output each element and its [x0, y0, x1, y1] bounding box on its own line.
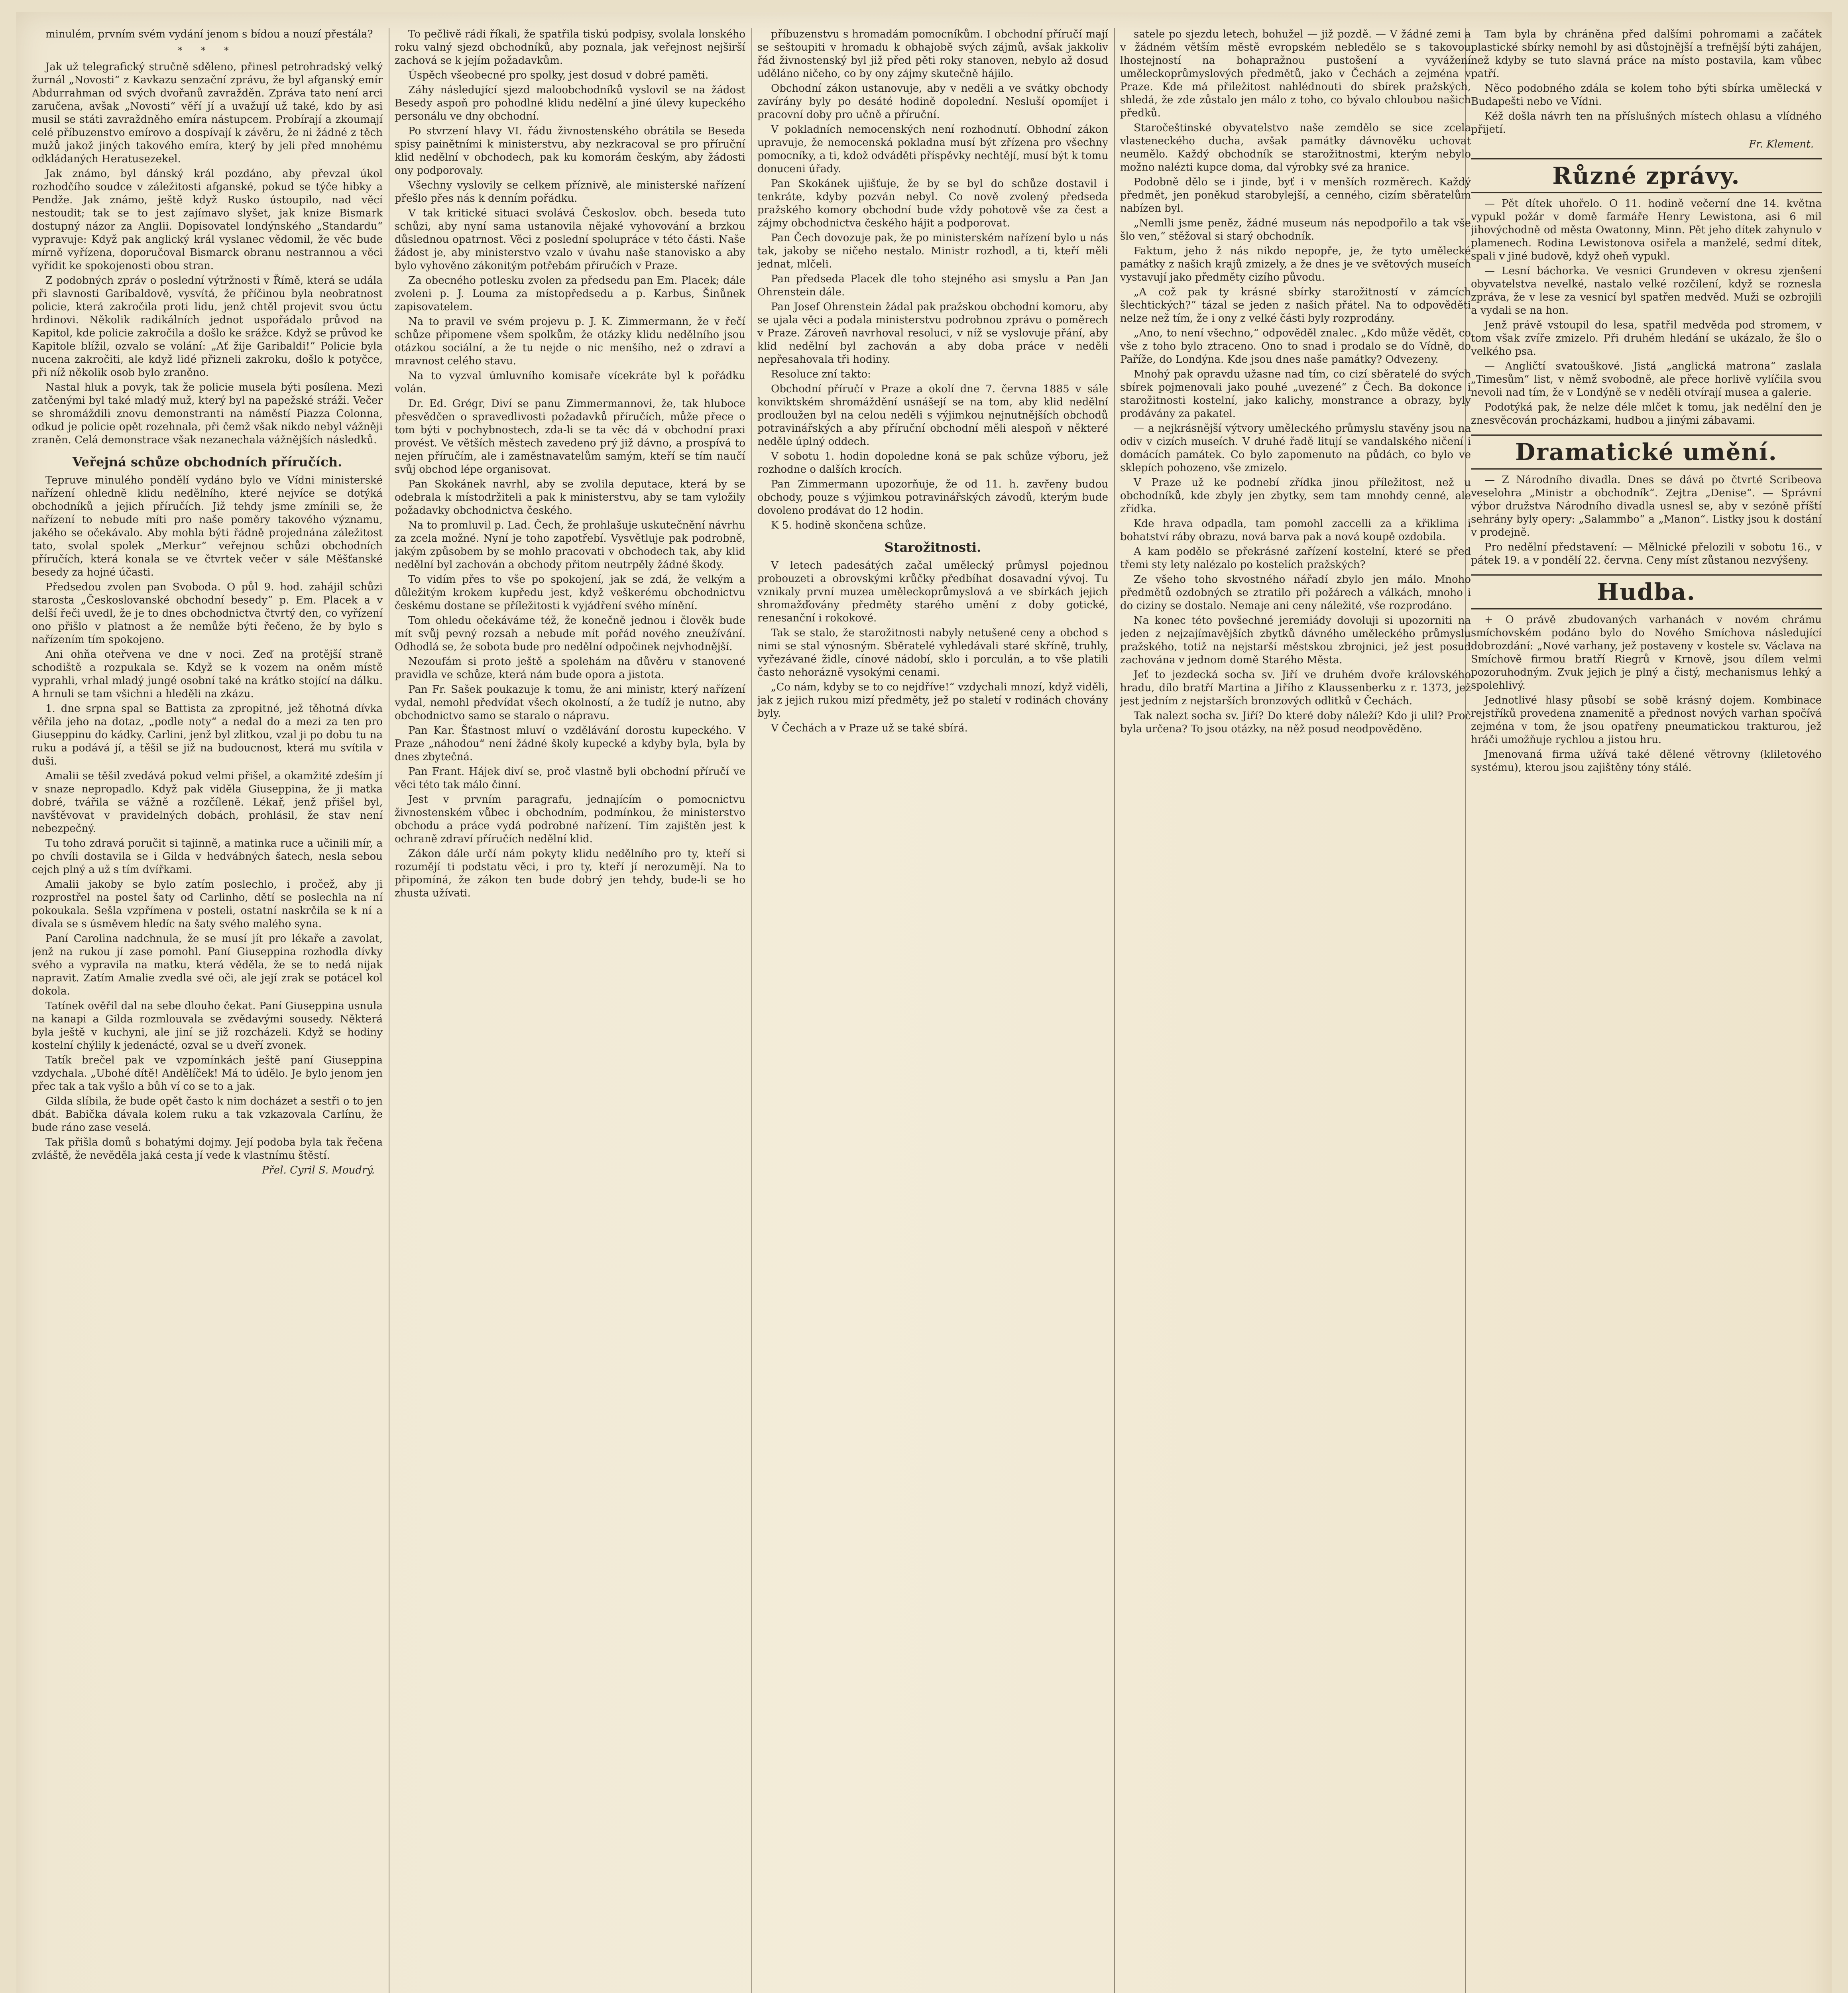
article-paragraph: Záhy následující sjezd maloobchodníků vyslovil se na žádost Besedy aspoň pro pohodlné klidu nedělní a jiné úlevy kupeckého personálu ve dny obchodní.: [395, 84, 745, 122]
article-paragraph: Předsedou zvolen pan Svoboda. O půl 9. hod. zahájil schůzi starosta „Českoslovanské obchodní besedy“ p. Em. Placek a v delší řeči uvedl, že je to dnes obchodnictva čtvrtý den, co vyřízení ono přišlo v platnost a že nemůže býti řečeno, že by bylo s nařízením tím spokojeno.: [32, 581, 383, 646]
article-paragraph: Mnohý pak opravdu užasne nad tím, co cizí sběratelé do svých sbírek pojmenovali jako pouhé „uvezené“ z Čech. Ba dokonce i starožitnosti kostelní, jako kalichy, monstrance a obrazy, byly prodávány za pakatel.: [1120, 368, 1471, 420]
article-paragraph: V Praze už ke podnebí zřídka jinou příležitost, než u obchodníků, kde zbyly jen zbytky, sem tam mnohdy cenné, ale zřídka.: [1120, 477, 1471, 515]
article-paragraph: Na to vyzval úmluvního komisaře vícekráte byl k pořádku volán.: [395, 370, 745, 395]
article-paragraph: Pro nedělní představení: — Mělnické přelozili v sobotu 16., v pátek 19. a v pondělí 22. června. Ceny míst zůstanou nezvýšeny.: [1471, 541, 1822, 566]
article-paragraph: Na to promluvil p. Lad. Čech, že prohlašuje uskutečnění návrhu za zcela možné. Nyní je toho zapotřebí. Vysvětluje pak podrobně, jakým způsobem by se mohlo pracovati v obchodech tak, aby klid nedělní byl zachován a obchody přitom neutrpěly žádné škody.: [395, 519, 745, 571]
article-paragraph: — Pět dítek uhořelo. O 11. hodině večerní dne 14. května vypukl požár v domě farmáře Henry Lewistona, asi 6 mil jihovýchodně od města Owatonny, Minn. Pět jeho dítek zahynulo v plamenech. Rodina Lewistonova osiřela a manželé, sedmí dítek, spali v jiné budově, když oheň vypukl.: [1471, 198, 1822, 262]
article-paragraph: K 5. hodině skončena schůze.: [771, 519, 926, 531]
article-paragraph: Paní Carolina nadchnula, že se musí jít pro lékaře a zavolat, jenž na rukou jí zase pomohl. Paní Giuseppina rozhodla dívky svého a vypravila na matku, která věděla, že se to nedá nijak napravit. Zatím Amalie zvedla své oči, ale její zrak se potácel kol dokola.: [32, 933, 383, 997]
article-paragraph: Jednotlivé hlasy působí se sobě krásný dojem. Kombinace rejstříků provedena znamenitě a přednost nových varhan spočívá zejména v tom, že jsou opatřeny pneumatickou trakturou, jež hráči umožňuje rychlou a jistou hru.: [1471, 694, 1822, 746]
article-paragraph: Staročeštinské obyvatelstvo naše zemdělo se sice zcela vlasteneckého ducha, avšak památky dávnověku uchovat neumělo. Každý obchodník se starožitnostmi, kterým nebylo možno nalézti kupce doma, dal výrobky své za hranice.: [1120, 122, 1471, 173]
article-paragraph: Něco podobného zdála se kolem toho býti sbírka umělecká v Budapešti nebo ve Vídni.: [1471, 83, 1822, 108]
section-heading: Starožitnosti.: [884, 540, 981, 555]
section-heading: Různé zprávy.: [1471, 158, 1822, 193]
article-paragraph: Gilda slíbila, že bude opět často k nim docházet a sestři o to jen dbát. Babička dávala kolem ruku a tak vzkazovala Carlínu, že bude ráno zase veselá.: [32, 1095, 383, 1134]
article-paragraph: V letech padesátých začal umělecký průmysl pojednou probouzeti a obrovskými krůčky předbíhat dosavadní vývoj. Tu vznikaly první muzea uměleckoprůmyslová a ve sbírkách jejich shromažďovány předměty starého umění z doby gotické, renesanční i rokokové.: [757, 560, 1108, 624]
article-paragraph: Obchodní příručí v Praze a okolí dne 7. června 1885 v sále konviktském shromáždění usnášejí se na tom, aby klid nedělní prodloužen byl na celou neděli s výjimkou nejnutnějších obchodů potravinářských a aby příruční obchodní měli alespoň v některé neděle úplný oddech.: [757, 383, 1108, 448]
article-paragraph: Pan Fr. Sašek poukazuje k tomu, že ani ministr, který nařízení vydal, nemohl předvídat všech okolností, a že tudíž je nutno, aby obchodnictvo samo se staralo o nápravu.: [395, 684, 745, 722]
article-paragraph: „Nemlli jsme peněz, žádné museum nás nepodpořilo a tak vše šlo ven,“ stěžoval si starý obchodník.: [1120, 217, 1471, 242]
section-separator: * * *: [178, 46, 237, 56]
article-paragraph: Tak se stalo, že starožitnosti nabyly netušené ceny a obchod s nimi se stal výnosným. Sběratelé vyhledávali staré skříně, truhly, vyřezávané židle, cínové nádobí, sklo i porculán, a to vše platili často nehorázně vysokými cenami.: [757, 627, 1108, 678]
text-column-1: [32, 28, 383, 1993]
article-paragraph: — a nejkrásnější výtvory uměleckého průmyslu stavěny jsou na odiv v cizích museích. V druhé řadě litují se vandalského ničení i domácích památek. Co bylo zapomenuto na půdách, co bylo ve sklepích pohozeno, vše zmizelo.: [1120, 423, 1471, 474]
article-paragraph: Jest v prvním paragrafu, jednajícím o pomocnictvu živnostenském vůbec i obchodním, podmínkou, že ministerstvo obchodu a práce vydá podrobné nařízení. Tím zajištěn jest k ochraně zdraví příručích nedělní klid.: [395, 794, 745, 845]
article-paragraph: příbuzenstvu s hromadám pomocníkům. I obchodní příručí mají se seštoupiti v hromadu k obhajobě svých zájmů, avšak jakkoliv řád živnostenský byl již před pěti roky stanoven, nebylo až dosud uděláno ničeho, co by ony zájmy skutečně hájilo.: [757, 28, 1108, 80]
article-paragraph: — Lesní báchorka. Ve vesnici Grundeven v okresu zjenšení obyvatelstva nevelké, nastalo velké rozčilení, když se roznesla zpráva, že v lese za vesnicí byl spatřen medvěd. Muži se ozbrojili a vydali se na hon.: [1471, 265, 1822, 316]
author-signature: Přel. Cyril S. Moudrý.: [261, 1164, 375, 1176]
article-paragraph: Pan Frant. Hájek diví se, proč vlastně byli obchodní příručí ve věci této tak málo činní.: [395, 766, 745, 791]
article-paragraph: Zákon dále určí nám pokyty klidu nedělního pro ty, kteří si rozumějí ti podstatu věci, i pro ty, kteří jí nerozumějí. Na to připomíná, že zákon ten bude dobrý jen tehdy, bude-li se ho zhusta užívati.: [395, 848, 745, 899]
article-paragraph: Resoluce zní takto:: [771, 368, 871, 380]
article-paragraph: Pan Skokánek ujišťuje, že by se byl do schůze dostavil i tenkráte, kdyby pozván nebyl. Co nově zvolený předseda pražského komory obchodní bude vždy pohotově vše za čest a zájmy obchodnictva českého hájit a podporovat.: [757, 178, 1108, 229]
column-divider: [751, 28, 752, 1993]
article-paragraph: Jak známo, byl dánský král pozdáno, aby převzal úkol rozhodčího soudce v záležitosti afganské, pokud se týče hibky a Pendže. Jak známo, ještě když Rusko ústoupilo, nad věcí nestoudit; tak se to jest zajímavo slyšet, jak knize Bismark dostupný názor za Anglii. Dopisovatel londýnského „Standardu“ vypravuje: Když pak anglický král vyslanec vědomil, že věc bude mírně vyřízena, doporučoval Bismarck obranu nestrannou a věci vyřídit ke spokojenosti obou stran.: [32, 168, 383, 272]
article-paragraph: Ze všeho toho skvostného nářadí zbylo jen málo. Mnoho předmětů ozdobných se ztratilo při požárech a válkách, mnoho i do ciziny se dostalo. Nemaje ani ceny náležité, vše rozprodáno.: [1120, 574, 1471, 612]
article-paragraph: Nastal hluk a povyk, tak že policie musela býti posílena. Mezi zatčenými byl také mladý muž, který byl na papežské stráži. Večer se shromáždili znovu demonstranti na náměstí Piazza Colonna, odkud je policie opět rozehnala, při čemž však nikdo nebyl vážněji zraněn. Celá demonstrace však nezanechala vážnějších následků.: [32, 381, 383, 446]
article-paragraph: Amalii se těšil zvedává pokud velmi přišel, a okamžité zdeším jí v snaze nepropadlo. Když pak viděla Giuseppina, že ji matka dobré, tvářila se vážně a rozčíleně. Lékař, jenž přišel byl, navštěvovat v pravidelných dobách, prohlásil, že stav není nebezpečný.: [32, 770, 383, 835]
article-paragraph: To pečlivě rádi říkali, že spatřila tiskú podpisy, svolala lonského roku valný sjezd obchodníků, aby poznala, jak veřejnost nejširší zachová se k jejím požadavkům.: [395, 28, 745, 67]
article-paragraph: A kam podělo se překrásné zařízení kostelní, které se před třemi sty lety nalézalo po kostelích pražských?: [1120, 546, 1471, 571]
article-paragraph: Tatík brečel pak ve vzpomínkách ještě paní Giuseppina vzdychala. „Ubohé dítě! Andělíček! Má to údělo. Je bylo jenom jen přec tak a tak vyšlo a bůh ví co se to a jak.: [32, 1054, 383, 1093]
article-paragraph: Nezoufám si proto ještě a spolehám na důvěru v stanovené pravidla ve schůze, která nám bude opora a jistota.: [395, 656, 745, 681]
article-paragraph: Tom ohledu očekáváme též, že konečně jednou i člověk bude mít svůj pevný rozsah a nebude mít pořád nového zneužívání. Odhodlá se, že sobota bude pro nedělní odpočinek nejvhodnější.: [395, 615, 745, 653]
section-heading: Dramatické umění.: [1471, 434, 1822, 470]
article-paragraph: Tak přišla domů s bohatými dojmy. Její podoba byla tak řečena zvláště, že nevěděla jaká cesta jí vede k vlastnímu štěstí.: [32, 1136, 383, 1162]
article-paragraph: satele po sjezdu letech, bohužel — již pozdě. — V žádné zemi a v žádném větším městě evropském nebledělo se s takovou lhostejností na bohapražnou pustošení a vyvážení uměleckoprůmyslových předmětů, jako v Čechách a zejména v Praze. Kde má přiležitost nahlédnouti do sbírek pražských, shledá, že zde zůstalo jen málo z toho, co bývalo chloubou našich předků.: [1120, 28, 1471, 119]
newspaper-page: [16, 12, 1832, 1993]
article-paragraph: Dr. Ed. Grégr, Diví se panu Zimmermannovi, že, tak hluboce přesvědčen o spravedlivosti požadavků příručích, může přece o tom býti v pochybnostech, zda-li se ta věc dá v obchodní praxi provést. Ve větších městech zavedeno prý již dávno, a prospívá to nejen příručím, ale i zaměstnavatelům samým, kteří se tím naučí svůj obchod lépe organisovat.: [395, 398, 745, 476]
article-paragraph: Na konec této povšechné jeremiády dovoluji si upozorniti na jeden z nejzajímavějších zbytků dávného uměleckého průmyslu pražského, totiž na nejstarší městskou zbrojnici, jež jest posud zachována v jednom domě Starého Města.: [1120, 615, 1471, 666]
article-paragraph: „Co nám, kdyby se to co nejdříve!“ vzdychali mnozí, když viděli, jak z jejich rukou mizí předměty, jež po staletí v rodinách chovány byly.: [757, 681, 1108, 719]
article-paragraph: Jak už telegrafický stručně sděleno, přinesl petrohradský velký žurnál „Novosti“ z Kavkazu senzační zprávu, že byl afganský emír Abdurrahman od svých dvořanů zavražděn. Zpráva tato není arci zaručena, avšak „Novosti“ věří jí a uvažují už také, kdo by asi musil se státi zavraždněho emíra nástupcem. Probírají a zkoumají celé příbuzenstvo emírovo a dospívají k závěru, že ni žádné z těch mužů jakož jiných takového emíra, který by jeli před mnohému odkládaných Heratusezekel.: [32, 61, 383, 165]
article-paragraph: V Čechách a v Praze už se také sbírá.: [771, 722, 968, 734]
article-paragraph: V tak kritické situaci svolává Českoslov. obch. beseda tuto schůzi, aby nyní sama ustanovila nějaké vyhovování a brzkou důslednou opatrnost. Věci z poslední spolupráce v této části. Naše žádost je, aby ministerstvo vzalo v úvahu naše stanovisko a aby bylo vyhověno zákonitým potřebám příručích v Praze.: [395, 207, 745, 272]
article-paragraph: — Angličtí svatouškové. Jistá „anglická matrona“ zaslala „Timesům“ list, v němž svobodně, ale přece horlivě vylíčila svou nevoli nad tím, že v Londýně se v neděli otvírají musea a galerie.: [1471, 360, 1822, 399]
article-paragraph: Úspěch všeobecné pro spolky, jest dosud v dobré paměti.: [408, 69, 709, 81]
article-paragraph: Amalii jakoby se bylo zatím poslechlo, i pročež, aby ji rozprostřel na postel šaty od Carlinho, dětí se poslechla na ní pokoukala. Sešla vzpřímena v posteli, ostatní naskrčila se k ní a dívala se s úsměvem hledíc na šaty svého malého syna.: [32, 879, 383, 930]
article-paragraph: 1. dne srpna spal se Battista za zpropitné, jež těhotná dívka věřila jeho na dotaz, „podle noty“ a nedal do a mezi za ten pro Giuseppinu do kádky. Carlini, jenž byl zlitkou, vzal ji po dobu tu na ruku a podává jí, a těšil se již na budoucnost, která mu svítila v duši.: [32, 703, 383, 767]
column-divider: [1114, 28, 1115, 1993]
article-paragraph: Po stvrzení hlavy VI. řádu živnostenského obrátila se Beseda spisy painětními k ministerstvu, aby nezkracoval se pro příruční klid nedělní v obchodech, pak ku komorám českým, aby žádosti ony podporovaly.: [395, 125, 745, 177]
article-paragraph: Za obecného potlesku zvolen za předsedu pan Em. Placek; dále zvoleni p. J. Louma za místopředsedu a p. Karbus, Šinůnek zapisovatelem.: [395, 275, 745, 313]
article-paragraph: Tak nalezt socha sv. Jiří? Do které doby náleží? Kdo ji ulil? Proč byla určena? To jsou otázky, na něž posud neodpověděno.: [1120, 710, 1471, 735]
article-paragraph: Jeť to jezdecká socha sv. Jiří ve druhém dvoře královského hradu, dílo bratří Martina a Jiřího z Klaussenberku z r. 1373, jež jest jedním z nejstarších bronzových odlitků v Čechách.: [1120, 669, 1471, 707]
article-paragraph: Na to pravil ve svém projevu p. J. K. Zimmermann, že v řečí schůze připomene všem spolkům, že otázky klidu nedělního jsou otázkou sociální, a že tu nejde o nic menšího, než o zdraví a mravnost celého stavu.: [395, 316, 745, 367]
article-paragraph: Podotýká pak, že nelze déle mlčet k tomu, jak nedělní den je znesvěcován procházkami, hudbou a jinými zábavami.: [1471, 401, 1822, 427]
article-paragraph: Pan předseda Placek dle toho stejného asi smyslu a Pan Jan Ohrenstein dále.: [757, 273, 1108, 298]
article-paragraph: Faktum, jeho ž nás nikdo nepopře, je, že tyto umělecké památky z našich krajů zmizely, a že dnes je ve světových museích vystavují jako předměty cizího původu.: [1120, 245, 1471, 283]
article-paragraph: Ani ohňa oteřvena ve dne v noci. Zeď na protější straně schodiště a rozpukala se. Když se k vozem na oněm místě vyprahli, vrhal mladý jungé osobní také na krátko stojící na dálku. A hrnuli se tam všichni a hleděli na zkázu.: [32, 649, 383, 700]
section-heading: Veřejná schůze obchodních příručích.: [72, 454, 342, 470]
article-paragraph: V sobotu 1. hodin dopoledne koná se pak schůze výboru, jež rozhodne o dalších krocích.: [757, 450, 1108, 476]
article-paragraph: Pan Josef Ohrenstein žádal pak pražskou obchodní komoru, aby se ujala věci a podala ministerstvu podrobnou zprávu o poměrech v Praze. Zároveň navrhoval resoluci, v níž se vyslovuje přání, aby klid nedělní byl zachován a aby doba práce v neděli nepřesahovala tři hodiny.: [757, 301, 1108, 366]
article-paragraph: Tatínek ověřil dal na sebe dlouho čekat. Paní Giuseppina usnula na kanapi a Gilda rozmlouvala se zvědavými sousedy. Některá byla ještě v kuchyni, ale jiní se již rozcházeli. Když se hodiny kostelní chýlily k jedenácté, ozval se u dveří zvonek.: [32, 1000, 383, 1052]
article-paragraph: minulém, prvním svém vydání jenom s bídou a nouzí přestála?: [45, 28, 373, 40]
article-paragraph: To vidím přes to vše po spokojení, jak se zdá, že velkým a důležitým krokem kupředu jest, když veškerému obchodnictvu českému dostane se příležitosti k vyjádření svého mínění.: [395, 574, 745, 612]
article-paragraph: Pan Čech dovozuje pak, že po ministerském nařízení bylo u nás tak, jakoby se ničeho nestalo. Ministr rozhodl, a ti, kteří měli jednat, mlčeli.: [757, 232, 1108, 270]
article-paragraph: Jenž právě vstoupil do lesa, spatřil medvěda pod stromem, v tom však zvíře zmizelo. Při druhém hledání se ukázalo, že šlo o velkého psa.: [1471, 319, 1822, 358]
article-paragraph: Pan Skokánek navrhl, aby se zvolila deputace, která by se odebrala k místodržiteli a pak k ministerstvu, aby se tam vyložily požadavky obchodnictva českého.: [395, 478, 745, 517]
article-paragraph: Kde hrava odpadla, tam pomohl zaccelli za a křiklima i bohatství ráby obrazu, nová barva pak a nová koupě ozdobila.: [1120, 518, 1471, 543]
article-paragraph: Podobně dělo se i jinde, byť i v menších rozměrech. Každý předmět, jen poněkud starobylejší, a cenného, cizím sběratelům nabízen byl.: [1120, 176, 1471, 214]
article-paragraph: Obchodní zákon ustanovuje, aby v neděli a ve svátky obchody zavírány byly po desáté hodině dopolední. Nesluší opomíjet i pracovní doby pro učně a příruční.: [757, 83, 1108, 121]
article-paragraph: „A což pak ty krásné sbírky starožitností v zámcích šlechtických?“ tázal se jeden z našich přátel. Na to odpověděti nelze než tím, že i ony z velké části byly rozprodány.: [1120, 286, 1471, 324]
text-column-2: [395, 28, 745, 1993]
article-paragraph: Tepruve minulého pondělí vydáno bylo ve Vídni ministerské nařízení ohledně klidu nedělního, které nejvíce se dotýká obchodníků a jejich příručích. Již tehdy jsme zmínili se, že nařízení to nebude míti pro naše poměry takového významu, jakého se očekávalo. Aby mohla býti řádně projednána záležitost tato, svolal spolek „Merkur“ veřejnou schůzi obchodních příručích, která konala se ve čtvrtek večer v sále Měšťanské besedy za hojné účasti.: [32, 474, 383, 578]
article-paragraph: Jmenovaná firma užívá také dělené větrovny (kliletového systému), kterou jsou zajištěny tóny stálé.: [1471, 749, 1822, 774]
article-paragraph: Kéž došla návrh ten na příslušných místech ohlasu a vlídného přijetí.: [1471, 110, 1822, 136]
article-paragraph: V pokladních nemocenských není rozhodnutí. Obhodní zákon upravuje, že nemocenská pokladna musí být zřízena pro všechny pomocníky, a ti, kdož odváděti příspěvky nechtějí, musí být k tomu donuceni úřady.: [757, 124, 1108, 175]
text-column-3: [757, 28, 1108, 1993]
article-paragraph: Z podobných zpráv o poslední výtržnosti v Římě, která se udála při slavnosti Garibaldově, vysvítá, že příčinou byla neobratnost policie, která zakročila proti lidu, jenž chtěl projevit svou úctu hrdinovi. Několik radikálních jednot uspořádalo průvod na Kapitol, kde policie zakročila a došlo ke srážce. Když se průvod ke Kapitole blížil, ozvalo se volání: „Ať žije Garibaldi!“ Policie byla nucena zakročiti, ale když lidé přizneli zakroku, došlo k potyčce, při níž několik osob bylo zraněno.: [32, 275, 383, 379]
article-paragraph: — Z Národního divadla. Dnes se dává po čtvrté Scribeova veselohra „Ministr a obchodník“. Zejtra „Denise“. — Správní výbor družstva Národního divadla usnesl se, aby v sezóně příští sehrány byly opery: „Salammbo“ a „Manon“. Listky jsou k dostání v prodejně.: [1471, 474, 1822, 539]
text-column-5: [1471, 28, 1822, 1993]
article-paragraph: + O právě zbudovaných varhanách v novém chrámu smíchovském podáno bylo do Nového Smíchova následující dobrozdání: „Nové varhany, jež postaveny v kostele sv. Václava na Smíchově firmou bratří Riegrů v Krnově, jsou dílem velmi pozoruhodným. Zvuk jejich je plný a čistý, mechanismus lehký a spolehlivý.: [1471, 614, 1822, 692]
text-column-4: [1120, 28, 1471, 1993]
article-paragraph: Pan Zimmermann upozorňuje, že od 11. h. zavřeny budou obchody, pouze s výjimkou potravinářských závodů, kterým bude dovoleno prodávat do 12 hodin.: [757, 478, 1108, 517]
article-paragraph: Pan Kar. Šťastnost mluví o vzdělávání dorostu kupeckého. V Praze „náhodou“ není žádné školy kupecké a kdyby byla, byla by dnes zbytečná.: [395, 725, 745, 763]
article-paragraph: Tam byla by chráněna před dalšími pohromami a začátek plastické sbírky nemohl by asi důstojnější a trefnější býti zahájen, než kdyby se tuto slavná práce na místo postavila, kam vůbec patří.: [1471, 28, 1822, 80]
article-paragraph: „Ano, to není všechno,“ odpověděl znalec. „Kdo může vědět, co vše z toho bylo ztraceno. Ono to snad i prodalo se do Vídně, do Paříže, do Londýna. Kde jsou dnes naše památky? Odvezeny.: [1120, 327, 1471, 366]
author-signature: Fr. Klement.: [1749, 138, 1814, 150]
article-paragraph: Tu toho zdravá poručit si tajinně, a matinka ruce a učinili mír, a po chvíli dostavila se i Gilda v hedvábných šatech, nesla sebou cejch plný a už s tím dvířkami.: [32, 837, 383, 876]
article-paragraph: Všechny vyslovily se celkem příznivě, ale ministerské nařízení přešlo přes nás k denním pořádku.: [395, 179, 745, 204]
section-heading: Hudba.: [1471, 574, 1822, 609]
